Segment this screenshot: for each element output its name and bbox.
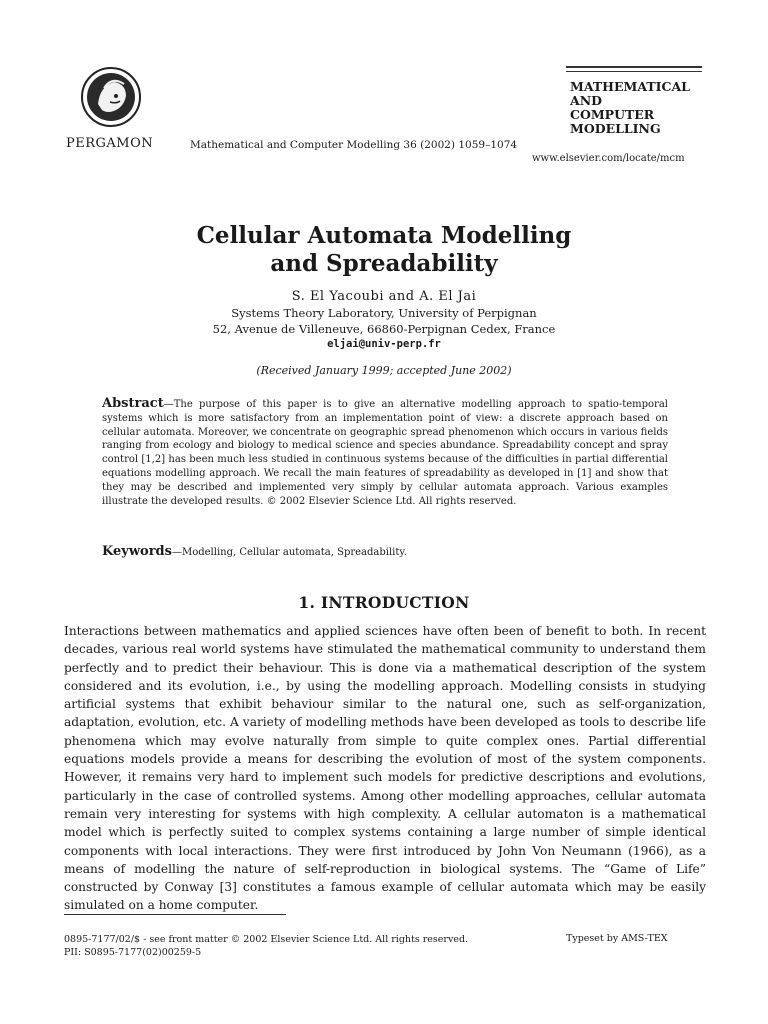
journal-rule-bottom xyxy=(566,71,702,72)
section-body: Interactions between mathematics and applied sciences have often been of benefit to both. In recent decades, various real world systems have stimulated the mathematical community to understand them perfectly and to predict their behaviour. This is done via a mathematical description of the system considered and its evolution, i.e., by using the modelling approach. Modelling consists in studying artificial systems that exhibit behaviour similar to the natural one, such as self-organization, adaptation, evolution, etc. A variety of modelling methods have been developed as tools to describe life phenomena which may evolve naturally from simple to quite complex ones. Partial differential equations models provide a means for describing the evolution of most of the system components. However, it remains very hard to implement such models for predictive descriptions and evolutions, particularly in the case of controlled systems. Among other modelling approaches, cellular automata remain very interesting for systems with high complexity. A cellular automaton is a mathematical model which is perfectly suited to complex systems containing a large number of simple identical components with local interactions. They were first introduced by John Von Neumann (1966), as a means of modelling the nature of self-reproduction in biological systems. The “Game of Life” constructed by Conway [3] constitutes a famous example of cellular automata which may be easily simulated on a home computer. xyxy=(64,624,706,913)
journal-name xyxy=(570,80,690,136)
article-authors: S. El Yacoubi and A. El Jai xyxy=(291,289,477,304)
pii-line: PII: S0895-7177(02)00259-5 xyxy=(64,947,202,958)
journal-rule-top xyxy=(566,66,702,68)
article-title xyxy=(0,222,768,278)
journal-url[interactable]: www.elsevier.com/locate/mcm xyxy=(532,153,685,164)
keywords-text: —Modelling, Cellular automata, Spreadability. xyxy=(171,547,407,558)
author-affiliation xyxy=(0,305,768,337)
typeset-note: Typeset by AMS-TEX xyxy=(566,933,668,944)
journal-citation: Mathematical and Computer Modelling 36 (2002) 1059–1074 xyxy=(190,139,518,151)
footnote-rule xyxy=(64,914,286,915)
journal-name-line: MATHEMATICAL xyxy=(570,79,690,94)
affiliation-line: 52, Avenue de Villeneuve, 66860-Perpignan Cedex, France xyxy=(212,322,556,336)
author-email[interactable]: eljai@univ-perp.fr xyxy=(327,338,441,350)
received-dates: (Received January 1999; accepted June 2002) xyxy=(256,364,512,377)
pergamon-helmet-logo xyxy=(80,66,142,128)
journal-name-line: AND xyxy=(570,93,602,108)
journal-name-line: COMPUTER xyxy=(570,107,655,122)
copyright-line: 0895-7177/02/$ - see front matter © 2002 Elsevier Science Ltd. All rights reserved. xyxy=(64,934,469,945)
journal-name-line: MODELLING xyxy=(570,121,661,136)
section-heading: 1. INTRODUCTION xyxy=(298,593,470,612)
abstract-text: —The purpose of this paper is to give an alternative modelling approach to spatio-temporal systems which is more satisfactory from an implementation point of view: a discrete approach based on cellular automata. Moreover, we concentrate on geographic spread phenomenon which occurs in various fields ranging from ecology and biology to medical science and species abundance. Spreadability concept and spray control [1,2] has been much less studied in continuous systems because of the difficulties in partial differential equations modelling approach. We recall the main features of spreadability as developed in [1] and show that they may be described and implemented very simply by cellular automata approach. Various examples illustrate the developed results. © 2002 Elsevier Science Ltd. All rights reserved. xyxy=(102,399,668,507)
article-title-line: Cellular Automata Modelling xyxy=(196,222,572,249)
keywords-label: Keywords xyxy=(102,544,172,559)
affiliation-line: Systems Theory Laboratory, University of Perpignan xyxy=(231,306,537,320)
keywords xyxy=(102,544,668,559)
article-title-line: and Spreadability xyxy=(270,250,498,277)
copyright-footer xyxy=(64,933,468,959)
publisher-name: PERGAMON xyxy=(66,136,154,151)
abstract xyxy=(102,397,668,508)
abstract-label: Abstract xyxy=(102,396,164,411)
